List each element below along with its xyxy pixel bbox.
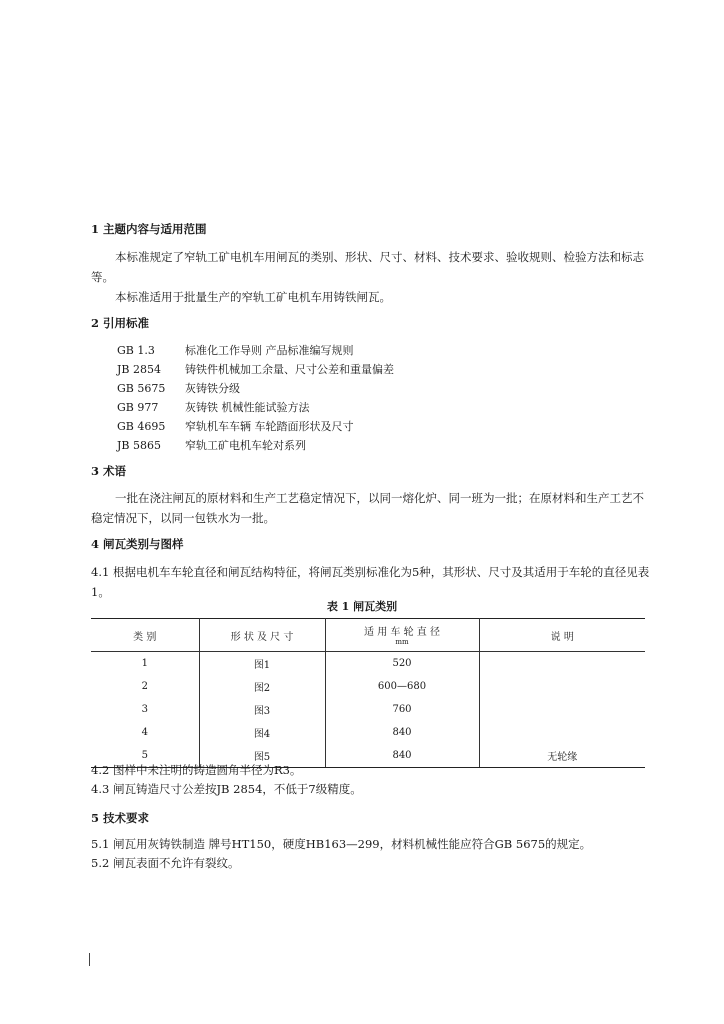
header-shape: 形 状 及 尺 寸 [199, 619, 325, 652]
cell-diameter: 840 [325, 721, 479, 744]
reference-code: GB 1.3 [117, 344, 155, 357]
cell-note [479, 698, 645, 721]
cell-note [479, 675, 645, 698]
cell-shape: 图2 [199, 675, 325, 698]
clause-4-1-text: 4.1 根据电机车车轮直径和闸瓦结构特征，将闸瓦类别标准化为5种，其形状、尺寸及其适用于车轮的直径见表1。 [91, 565, 650, 599]
cell-note: 无轮缘 [479, 744, 645, 768]
reference-title: 窄轨机车车辆 车轮踏面形状及尺寸 [185, 420, 354, 433]
cell-shape: 图1 [199, 652, 325, 676]
cell-diameter: 520 [325, 652, 479, 676]
cell-shape: 图3 [199, 698, 325, 721]
table-header-row [91, 619, 645, 652]
header-diameter-label: 适 用 车 轮 直 径 [364, 627, 440, 638]
reference-item [117, 436, 394, 455]
section-4-heading: 4 闸瓦类别与图样 [91, 537, 184, 551]
reference-item [117, 398, 394, 417]
table-row [91, 721, 645, 744]
cell-diameter: 600—680 [325, 675, 479, 698]
cell-category: 2 [91, 675, 199, 698]
cell-note [479, 721, 645, 744]
table-row [91, 652, 645, 676]
reference-code: JB 2854 [117, 363, 161, 376]
reference-title: 灰铸铁 机械性能试验方法 [185, 401, 310, 414]
section-5-heading: 5 技术要求 [91, 811, 150, 825]
section-2-heading: 2 引用标准 [91, 316, 150, 330]
reference-code: JB 5865 [117, 439, 161, 452]
clause-4-3: 4.3 闸瓦铸造尺寸公差按JB 2854，不低于7级精度。 [91, 782, 362, 796]
section-3-body [91, 488, 651, 528]
table-row [91, 698, 645, 721]
clause-4-2: 4.2 图样中未注明的铸造圆角半径为R3。 [91, 763, 302, 777]
section-1-paragraph-2: 本标准适用于批量生产的窄轨工矿电机车用铸铁闸瓦。 [115, 290, 391, 304]
reference-item [117, 360, 394, 379]
reference-title: 灰铸铁分级 [185, 382, 240, 395]
section-1-heading: 1 主题内容与适用范围 [91, 222, 207, 236]
reference-item [117, 417, 394, 436]
clause-4-1 [91, 562, 651, 602]
header-note: 说 明 [479, 619, 645, 652]
reference-code: GB 977 [117, 401, 159, 414]
cell-diameter: 840 [325, 744, 479, 768]
reference-code: GB 4695 [117, 420, 166, 433]
header-category: 类 别 [91, 619, 199, 652]
section-1-body [91, 247, 651, 307]
page-edge-mark [89, 953, 90, 966]
cell-note [479, 652, 645, 676]
reference-code: GB 5675 [117, 382, 166, 395]
header-diameter-unit: mm [395, 638, 409, 646]
reference-item [117, 379, 394, 398]
clause-5-2: 5.2 闸瓦表面不允许有裂纹。 [91, 856, 240, 870]
clause-5-1: 5.1 闸瓦用灰铸铁制造 牌号HT150，硬度HB163—299，材料机械性能应符合GB 5675的规定。 [91, 837, 592, 851]
section-3-heading: 3 术语 [91, 464, 127, 478]
reference-title: 窄轨工矿电机车轮对系列 [185, 439, 306, 452]
section-1-paragraph-1: 本标准规定了窄轨工矿电机车用闸瓦的类别、形状、尺寸、材料、技术要求、验收规则、检验方法和标志等。 [91, 250, 644, 284]
reference-list [117, 341, 394, 455]
reference-title: 铸铁件机械加工余量、尺寸公差和重量偏差 [185, 363, 394, 376]
cell-category: 3 [91, 698, 199, 721]
header-diameter [325, 619, 479, 652]
reference-item [117, 341, 394, 360]
section-3-paragraph-1: 一批在浇注闸瓦的原材料和生产工艺稳定情况下，以同一熔化炉、同一班为一批；在原材料和生产工艺不稳定情况下，以同一包铁水为一批。 [91, 491, 644, 525]
cell-category: 5 [91, 744, 199, 768]
cell-diameter: 760 [325, 698, 479, 721]
cell-shape: 图4 [199, 721, 325, 744]
cell-category: 4 [91, 721, 199, 744]
table-1 [91, 618, 645, 768]
cell-shape: 图5 [199, 744, 325, 768]
table-row [91, 675, 645, 698]
reference-title: 标准化工作导则 产品标准编写规则 [185, 344, 354, 357]
table-1-caption: 表 1 闸瓦类别 [326, 600, 398, 613]
cell-category: 1 [91, 652, 199, 676]
